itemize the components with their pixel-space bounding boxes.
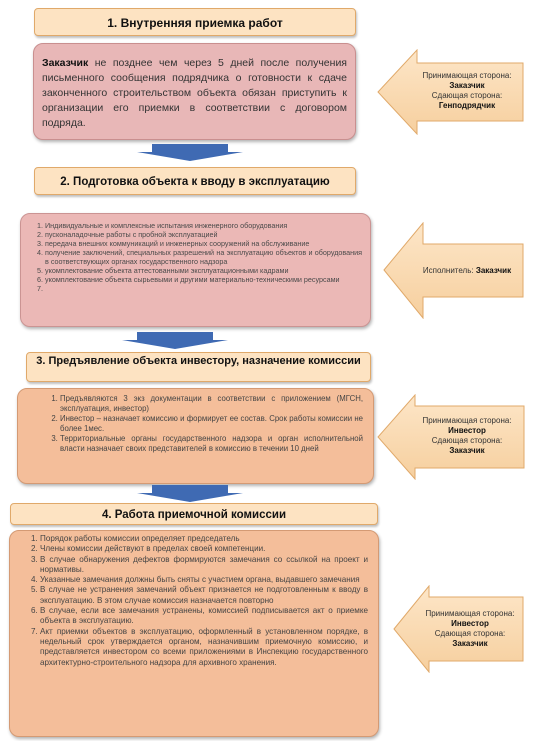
section-4-box [9, 530, 379, 737]
list-item: 1. Порядок работы комиссии определяет председатель [40, 534, 368, 544]
section-1-side-arrow [377, 49, 525, 135]
list-item: 4. получение заключений, специальных разрешений на эксплуатацию объектов и оборудования в соответствующих органах государственного надзора [45, 248, 362, 266]
section-3-title: 3. Предъявление объекта инвестору, назначение комиссии [26, 352, 371, 382]
list-item [45, 284, 362, 293]
section-1-lead: Заказчик [42, 57, 89, 69]
side-4-value-1: Инвестор [451, 619, 489, 628]
side-2-label-1: Исполнитель: [422, 266, 476, 275]
list-item: 7. Акт приемки объектов в эксплуатацию, оформленный в установленном порядке, в недельный срок утверждается органом, назначившим приемочную комиссию, и представляется инвестором со всеми приложениями в Инспекцию государственного архитектурно-строительного надзора для архивного хранения. [40, 627, 368, 668]
down-arrow-icon [120, 332, 230, 350]
side-3-value-2: Заказчик [449, 446, 485, 455]
list-item: 5. В случае не устранения замечаний объект признается не подготовленным к вводу в эксплуатацию. В этом случае комиссия назначается повторно [40, 585, 368, 606]
side-4-label-1: Принимающая сторона: [425, 609, 515, 618]
list-item: 6. укомплектование объекта сырьевыми и другими материально-техническими ресурсами [45, 275, 362, 284]
section-2-side-arrow [383, 222, 525, 319]
section-2-box [20, 213, 371, 327]
list-item: 1. Индивидуальные и комплексные испытания инженерного оборудования [45, 221, 362, 230]
list-item: 3. В случае обнаружения дефектов формируются замечания со ссылкой на проект и нормативы. [40, 555, 368, 576]
side-3-label-1: Принимающая сторона: [422, 416, 512, 425]
list-item: 3. передача внешних коммуникаций и инженерных сооружений на обслуживание [45, 239, 362, 248]
side-2-value-1: Заказчик [475, 266, 512, 275]
section-4-title: 4. Работа приемочной комиссии [10, 503, 378, 525]
side-4-value-2: Заказчик [452, 639, 488, 648]
side-1-value-2: Генподрядчик [438, 101, 496, 110]
side-1-label-1: Принимающая сторона: [422, 71, 512, 80]
section-4-side-arrow [393, 585, 525, 673]
list-item: 2. Члены комиссии действуют в пределах своей компетенции. [40, 544, 368, 554]
side-3-value-1: Инвестор [448, 426, 486, 435]
list-item: 2. пусконаладочные работы с пробной эксплуатацией [45, 230, 362, 239]
section-1-box [33, 43, 356, 140]
side-1-value-1: Заказчик [449, 81, 485, 90]
side-1-label-2: Сдающая сторона: [431, 91, 503, 100]
down-arrow-icon [135, 144, 245, 162]
section-1-title: 1. Внутренняя приемка работ [34, 8, 356, 36]
section-2-title: 2. Подготовка объекта к вводу в эксплуатацию [34, 167, 356, 195]
list-item: 2. Инвестор – назначает комиссию и формирует ее состав. Срок работы комиссии не более 1мес. [60, 414, 363, 434]
list-item: 1. Предъявляются 3 экз документации в соответствии с приложением (МГСН, эксплуатация, инвестор) [60, 394, 363, 414]
list-item: 6. В случае, если все замечания устранены, комиссией подписывается акт о приемке объекта в эксплуатацию. [40, 606, 368, 627]
side-3-label-2: Сдающая сторона: [431, 436, 503, 445]
list-item: 4. Указанные замечания должны быть сняты с участием органа, выдавшего замечания [40, 575, 368, 585]
section-3-side-arrow [377, 394, 526, 480]
section-3-box [17, 388, 374, 484]
list-item: 3. Территориальные органы государственного надзора и орган исполнительной власти назначает своих представителей в комиссию в течении 10 дней [60, 434, 363, 454]
down-arrow-icon [135, 485, 245, 503]
side-4-label-2: Сдающая сторона: [434, 629, 506, 638]
section-1-text: не позднее чем через 5 дней после получения письменного сообщения подрядчика о готовности к сдаче законченного строительством объекта обязан приступить к организации его приемки в соответствии с договором подряда. [42, 57, 347, 129]
list-item: 5. укомплектование объекта аттестованными эксплуатационными кадрами [45, 266, 362, 275]
